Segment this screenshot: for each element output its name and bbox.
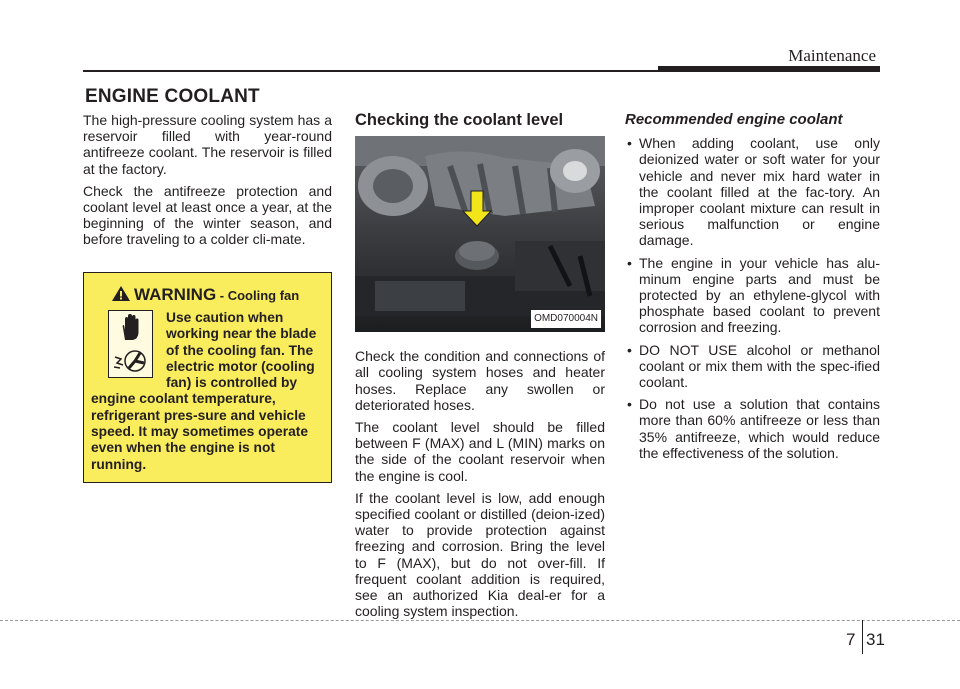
checking-paragraph-2: The coolant level should be filled between F (MAX) and L (MIN) marks on the side of the coolant reservoir when the engine is cool. — [355, 419, 605, 484]
warning-text-spacer — [91, 310, 166, 378]
section-title: ENGINE COOLANT — [85, 86, 260, 107]
column-recommended — [625, 112, 880, 467]
chapter-number: 7 — [846, 630, 856, 649]
warning-triangle-icon — [111, 285, 131, 302]
column-checking — [355, 112, 605, 625]
page-number: 31 — [866, 630, 885, 649]
header-title: Maintenance — [788, 46, 876, 65]
list-item: • DO NOT USE alcohol or methanol coolant or mix them with the spec-ified coolant. — [625, 342, 880, 391]
column-intro — [83, 112, 332, 254]
warning-heading — [111, 285, 299, 305]
recommended-list — [625, 135, 880, 461]
checking-paragraph-1: Check the condition and connections of all cooling system hoses and heater hoses. Replace any swollen or deteriorated hoses. — [355, 348, 605, 413]
engine-bay-illustration — [355, 136, 605, 332]
image-label: OMD070004N — [531, 310, 601, 328]
intro-paragraph-1: The high-pressure cooling system has a reservoir filled with year-round antifreeze coolant. The reservoir is filled at the factory. — [83, 112, 332, 177]
recommended-title: Recommended engine coolant — [625, 111, 843, 128]
warning-word: WARNING — [134, 285, 217, 304]
header-rule-accent — [658, 66, 880, 72]
warning-box — [83, 272, 332, 483]
list-item: • The engine in your vehicle has alu-minum engine parts and must be protected by an ethylene-glycol with phosphate based coolant to prevent corrosion and freezing. — [625, 255, 880, 336]
warning-subtitle: - Cooling fan — [216, 288, 300, 303]
checking-paragraph-3: If the coolant level is low, add enough specified coolant or distilled (deion-ized) water to provide protection against freezing and corrosion. Bring the level to F (MAX), but do not over-fill. If frequent coolant addition is required, see an authorized Kia deal-er for a cooling system inspection. — [355, 489, 605, 620]
footer-rule — [0, 620, 960, 621]
page-number-separator — [862, 620, 863, 654]
checking-title: Checking the coolant level — [355, 111, 564, 129]
warning-text: Use caution when working near the blade of the cooling fan. The electric motor (cooling fan) is controlled by engine coolant temperature, refrigerant pres-sure and vehicle speed. It may sometimes operate even when the engine is not running. — [91, 310, 317, 472]
list-item: • Do not use a solution that contains more than 60% antifreeze or less than 35% antifreeze, which would reduce the effectiveness of the solution. — [625, 396, 880, 461]
warning-text-block — [91, 310, 324, 473]
list-item: • When adding coolant, use only deionized water or soft water for your vehicle and never mix hard water in the coolant filled at the fac-tory. An improper coolant mixture can result in serious malfunction or engine damage. — [625, 135, 880, 248]
engine-photo — [355, 136, 605, 332]
intro-paragraph-2: Check the antifreeze protection and coolant level at least once a year, at the beginning of the winter season, and before traveling to a colder cli-mate. — [83, 182, 332, 248]
